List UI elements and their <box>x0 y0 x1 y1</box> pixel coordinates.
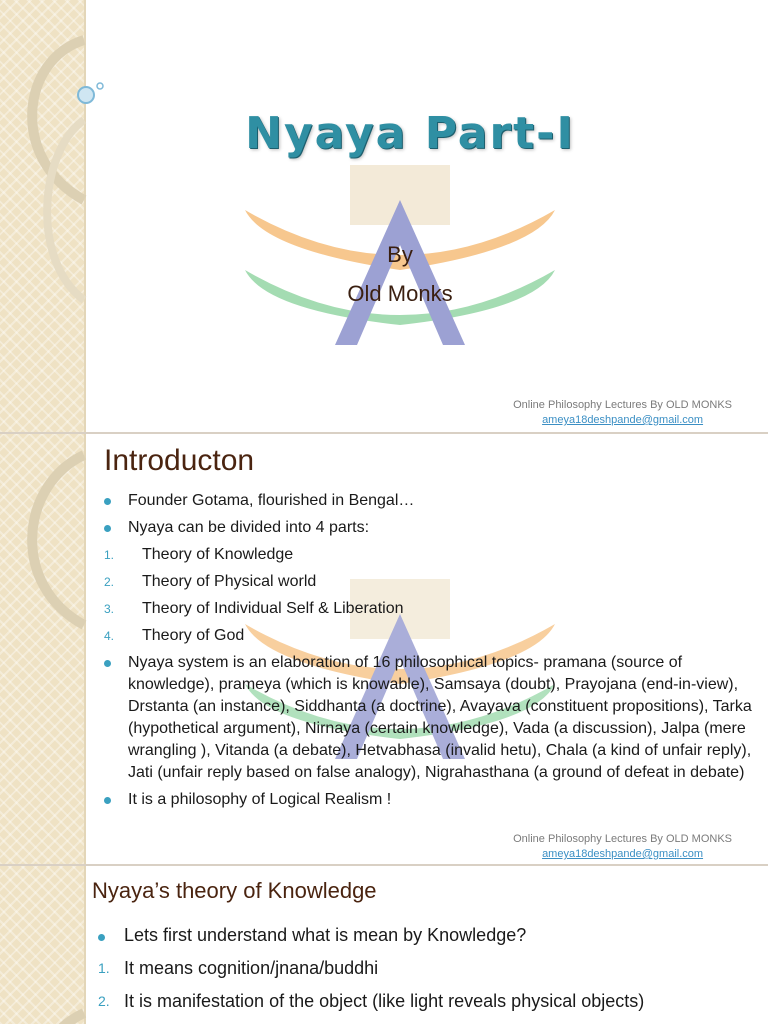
slide1-footer <box>513 398 732 428</box>
list-item-text: It means cognition/jnana/buddhi <box>124 958 379 978</box>
bullet-icon <box>98 920 105 951</box>
list-number: 2. <box>98 993 110 1009</box>
bullet-icon <box>104 517 111 539</box>
list-item-text: Nyaya system is an elaboration of 16 philosophical topics- pramana (source of knowledge), prameya (which is knowable), Samsaya (doubt), Prayojana (end-in-view), Drstanta (an instance), Siddhanta (a doctrine), Avayava (constituent propositions), Tarka (hypothetical argument), Nirnaya (certain knowledge), Vada (a discussion), Jalpa (mere wrangling ), Vitanda (a debate), Hetvabhasa (invalid hetu), Chala (a kind of unfair reply), Jati (unfair reply based on false analogy), Nigrahasthana (a ground of defeat in debate) <box>128 654 752 781</box>
by-label: By <box>387 242 413 267</box>
list-item <box>104 652 754 784</box>
list-item-text: Theory of Knowledge <box>142 546 294 563</box>
list-item-text: It is a philosophy of Logical Realism ! <box>128 791 392 808</box>
list-item <box>104 789 754 811</box>
slide-title <box>0 0 768 432</box>
footer-email-link[interactable]: ameya18deshpande@gmail.com <box>542 848 704 860</box>
list-item <box>104 625 754 647</box>
list-item <box>98 953 758 984</box>
slide2-footer <box>513 832 732 862</box>
slide-introduction <box>0 434 768 864</box>
list-item <box>98 986 758 1017</box>
slide-title-text: Nyaya Part-I <box>245 108 575 159</box>
list-item <box>104 517 754 539</box>
list-item-text: Nyaya can be divided into 4 parts: <box>128 519 370 536</box>
list-number: 4. <box>104 629 115 643</box>
list-item-text: Lets first understand what is mean by Knowledge? <box>124 925 527 945</box>
list-number: 3. <box>104 602 115 616</box>
slide-heading: Nyaya’s theory of Knowledge <box>92 878 377 903</box>
list-number: 2. <box>104 575 115 589</box>
intro-list <box>104 490 754 816</box>
list-item <box>104 571 754 593</box>
list-item <box>104 490 754 512</box>
slide-heading: Introducton <box>104 444 255 477</box>
bullet-icon <box>104 789 111 811</box>
bullet-icon <box>104 652 111 674</box>
author-name: Old Monks <box>347 281 453 306</box>
bullet-dot <box>104 797 111 804</box>
footer-credit: Online Philosophy Lectures By OLD MONKS <box>513 399 732 411</box>
footer-credit: Online Philosophy Lectures By OLD MONKS <box>513 833 732 845</box>
swirl-decoration <box>0 0 140 432</box>
bullet-icon <box>104 490 111 512</box>
list-number: 1. <box>104 548 115 562</box>
slide-theory-of-knowledge <box>0 866 768 1024</box>
list-item-text: Theory of Individual Self & Liberation <box>142 600 404 617</box>
bullet-dot <box>104 660 111 667</box>
bullet-dot <box>104 498 111 505</box>
bullet-dot <box>98 934 105 941</box>
list-item-text: Theory of Physical world <box>142 573 317 590</box>
list-number: 1. <box>98 960 110 976</box>
list-item <box>98 920 758 951</box>
list-item <box>104 598 754 620</box>
list-item <box>104 544 754 566</box>
list-item-text: Theory of God <box>142 627 245 644</box>
knowledge-list <box>98 920 758 1019</box>
list-item-text: It is manifestation of the object (like light reveals physical objects) <box>124 991 645 1011</box>
bullet-dot <box>104 525 111 532</box>
list-item-text: Founder Gotama, flourished in Bengal… <box>128 492 415 509</box>
bubble-icon <box>78 87 94 103</box>
footer-email-link[interactable]: ameya18deshpande@gmail.com <box>542 414 704 426</box>
